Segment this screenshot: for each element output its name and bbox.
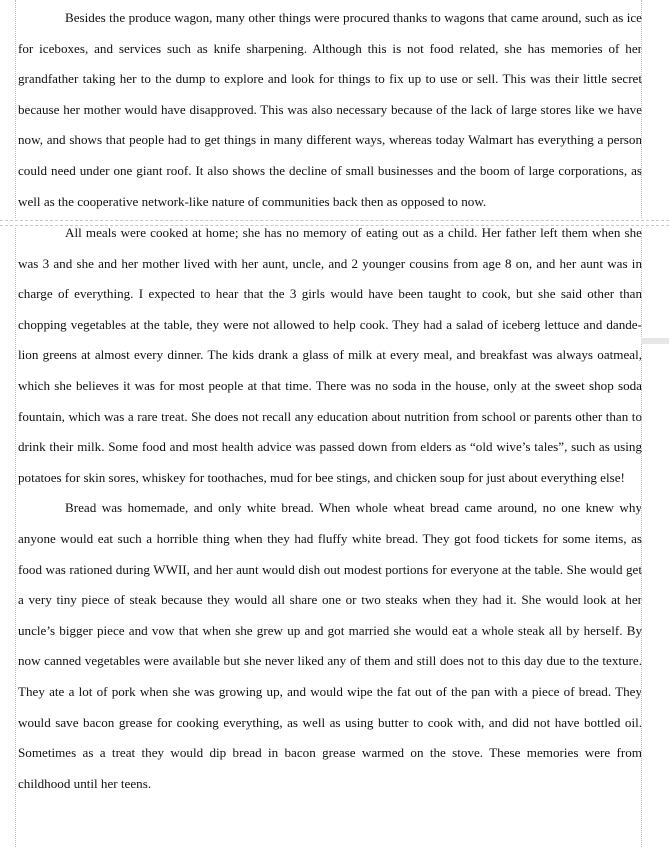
- left-margin-guide: [15, 228, 16, 847]
- right-margin-guide: [641, 0, 642, 218]
- right-margin-guide: [641, 228, 642, 847]
- left-margin-guide: [15, 0, 16, 218]
- document-body-top: [18, 3, 642, 217]
- page-bottom-section: [0, 226, 669, 847]
- paragraph-produce-wagon: Besides the produce wagon, many other things were procured thanks to wagons that came around, such as ice for iceboxes, and services such as knife sharpening. Although this is not food related, she has memories of her grandfather taking her to the dump to explore and look for things to fix up to use or sell. This was their little secret because her mother would have disapproved. This was also necessary because of the lack of large stores like we have now, and shows that people had to get things in many different ways, whereas today Walmart has everything a person could need under one giant roof. It also shows the decline of small businesses and the boom of large corporations, as well as the cooperative network-like nature of communities back then as opposed to now.: [18, 10, 642, 209]
- paragraph-meals: All meals were cooked at home; she has no memory of eating out as a child. Her father left them when she was 3 and she and her mother lived with her aunt, uncle, and 2 younger cousins from age 8 on, and her aunt was in charge of everything. I expected to hear that the 3 girls would have been taught to cook, but she said other than chopping vegetables at the table, they were not allowed to help cook. They had a salad of iceberg lettuce and dandelion greens at almost every dinner. The kids drank a glass of milk at every meal, and breakfast was always oatmeal, which she believes it was for most people at that time. There was no soda in the house, only at the sweet shop soda fountain, which was a rare treat. She does not recall any education about nutrition from school or parents other than to drink their milk. Some food and most health advice was passed down from elders as “old wive’s tales”, such as using potatoes for skin sores, whiskey for toothaches, mud for bee stings, and chicken soup for just about everything else!: [18, 225, 642, 485]
- document-body-bottom: [18, 218, 642, 799]
- paragraph-bread: Bread was homemade, and only white bread. When whole wheat bread came around, no one knew why anyone would eat such a horrible thing when they had fluffy white bread. They got food tickets for some items, as food was rationed during WWII, and her aunt would dish out modest portions for everyone at the table. She would get a very tiny piece of steak because they would all share one or two steaks when they had it. She would look at her uncle’s bigger piece and vow that when she grew up and got married she would eat a whole steak all by herself. By now canned vegetables were available but she never liked any of them and still does not to this day due to the texture. They ate a lot of pork when she was growing up, and would wipe the fat out of the pan with a piece of bread. They would save bacon grease for cooking everything, as well as using butter to cook with, and did not have bottled oil. Sometimes as a treat they would dip bread in bacon grease warmed on the stove. These memories were from childhood until her teens.: [18, 500, 642, 791]
- margin-marker: [641, 338, 669, 344]
- page-top-section: [0, 0, 669, 220]
